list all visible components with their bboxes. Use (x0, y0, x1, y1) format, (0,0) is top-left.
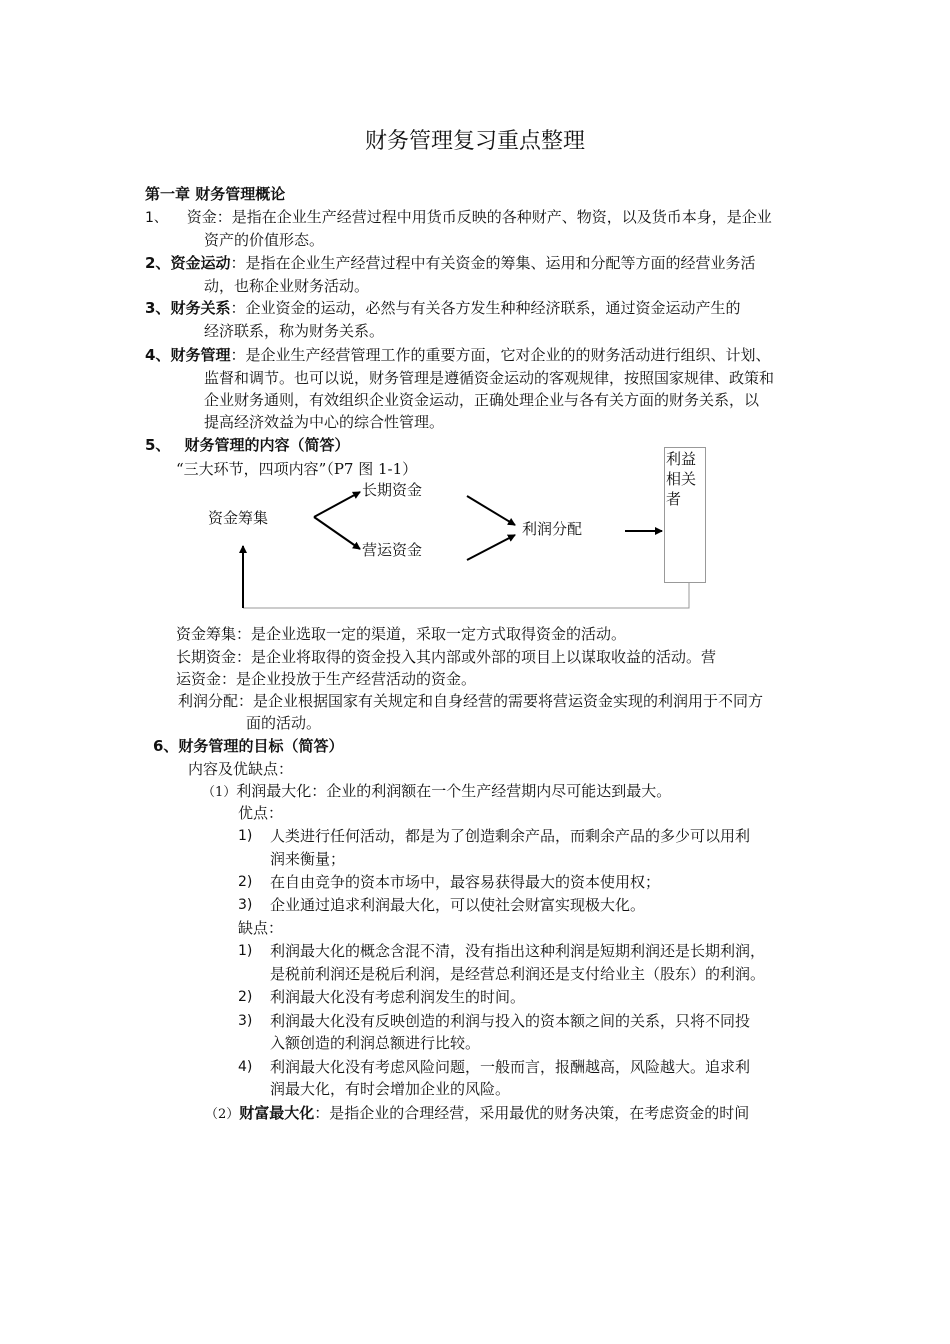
con-1-line-2: 是税前利润还是税后利润，是经营总利润还是支付给业主（股东）的利润。 (270, 965, 766, 983)
con-2-num: 2) (238, 989, 253, 1005)
pro-3-num: 3) (238, 897, 253, 913)
chapter-heading: 第一章 财务管理概论 (145, 185, 286, 203)
def-profit: 利润分配：是企业根据国家有关规定和自身经营的需要将营运资金实现的利润用于不同方 (178, 692, 764, 710)
goal-1 (202, 780, 671, 804)
arrow-to-operating (314, 517, 360, 549)
node-raise: 资金筹集 (208, 509, 269, 527)
pro-1-num: 1) (238, 828, 253, 844)
goal-text: 利润最大化：企业的利润额在一个生产经营期内尽可能达到最大。 (236, 782, 672, 800)
item-1-line-2: 资产的价值形态。 (204, 231, 325, 249)
item-term: 资金 (186, 208, 217, 226)
pro-1: 人类进行任何活动，都是为了创造剩余产品，而剩余产品的多少可以用利 (270, 827, 751, 845)
goals-heading: 6、财务管理的目标（简答） (153, 737, 344, 755)
arrow-operating-to-profit (467, 535, 515, 560)
item-term: 财务管理 (170, 346, 231, 364)
pro-2: 在自由竞争的资本市场中，最容易获得最大的资本使用权； (270, 873, 661, 891)
item-text: ：是指在企业生产经营过程中有关资金的筹集、运用和分配等方面的经营业务活 (230, 254, 756, 272)
arrow-to-long-term (314, 492, 360, 517)
diagram-caption: “三大环节，四项内容”（P7 图 1-1） (176, 460, 418, 478)
pros-label: 优点： (238, 804, 284, 822)
node-profit: 利润分配 (522, 520, 583, 538)
goal-number: （1） (202, 785, 237, 800)
node-operating: 营运资金 (362, 541, 423, 559)
pro-2-num: 2) (238, 874, 253, 890)
con-1: 利润最大化的概念含混不清，没有指出这种利润是短期利润还是长期利润， (270, 942, 766, 960)
item-term: 财务关系 (170, 299, 231, 317)
con-3-line-2: 入额创造的利润总额进行比较。 (270, 1034, 481, 1052)
item-4-line-4: 提高经济效益为中心的综合性管理。 (204, 413, 445, 431)
goal-term: 财富最大化 (239, 1104, 315, 1122)
goal-number: （2） (205, 1107, 240, 1122)
con-3: 利润最大化没有反映创造的利润与投入的资本额之间的关系，只将不同投 (270, 1012, 751, 1030)
item-4-line-2: 监督和调节。也可以说，财务管理是遵循资金运动的客观规律，按照国家规律、政策和 (204, 369, 775, 387)
arrow-long-to-profit (467, 496, 515, 525)
cons-label: 缺点： (238, 919, 284, 937)
feedback-line (243, 583, 689, 608)
item-number: 5、 (145, 436, 171, 454)
def-raise: 资金筹集：是企业选取一定的渠道，采取一定方式取得资金的活动。 (176, 625, 627, 643)
con-2: 利润最大化没有考虑利润发生的时间。 (270, 988, 526, 1006)
goals-intro: 内容及优缺点： (188, 760, 294, 778)
con-4-line-2: 润最大化，有时会增加企业的风险。 (270, 1080, 511, 1098)
def-profit-line-2: 面的活动。 (246, 714, 322, 732)
node-long-term: 长期资金 (362, 481, 423, 499)
node-stakeholders: 利益相关者 (666, 450, 697, 508)
goal-2 (205, 1102, 749, 1126)
section-heading: 财务管理的内容（简答） (184, 436, 350, 454)
goal-text: ：是指企业的合理经营，采用最优的财务决策，在考虑资金的时间 (314, 1104, 750, 1122)
item-number: 2、 (145, 254, 171, 272)
item-3-line-2: 经济联系，称为财务关系。 (204, 322, 385, 340)
page-title: 财务管理复习重点整理 (364, 129, 585, 154)
item-number: 4、 (145, 346, 171, 364)
pro-1-line-2: 润来衡量； (270, 850, 346, 868)
item-text: ：是指在企业生产经营过程中用货币反映的各种财产、物资，以及货币本身，是企业 (216, 208, 772, 226)
con-3-num: 3) (238, 1013, 253, 1029)
def-long-term: 长期资金：是企业将取得的资金投入其内部或外部的项目上以谋取收益的活动。营 (176, 648, 717, 666)
item-text: ：是企业生产经营管理工作的重要方面，它对企业的的财务活动进行组织、计划、 (230, 346, 771, 364)
pro-3: 企业通过追求利润最大化，可以使社会财富实现极大化。 (270, 896, 646, 914)
item-number: 3、 (145, 299, 171, 317)
item-text: ：企业资金的运动，必然与有关各方发生种种经济联系，通过资金运动产生的 (230, 299, 741, 317)
def-operating: 运资金：是企业投放于生产经营活动的资金。 (176, 670, 477, 688)
con-4: 利润最大化没有考虑风险问题，一般而言，报酬越高，风险越大。追求利 (270, 1058, 751, 1076)
item-number: 1、 (145, 210, 168, 226)
item-term: 资金运动 (170, 254, 231, 272)
con-1-num: 1) (238, 943, 253, 959)
item-2-line-2: 动，也称企业财务活动。 (204, 277, 370, 295)
con-4-num: 4) (238, 1059, 253, 1075)
item-4-line-3: 企业财务通则，有效组织企业资金运动，正确处理企业与各有关方面的财务关系，以 (204, 391, 760, 409)
